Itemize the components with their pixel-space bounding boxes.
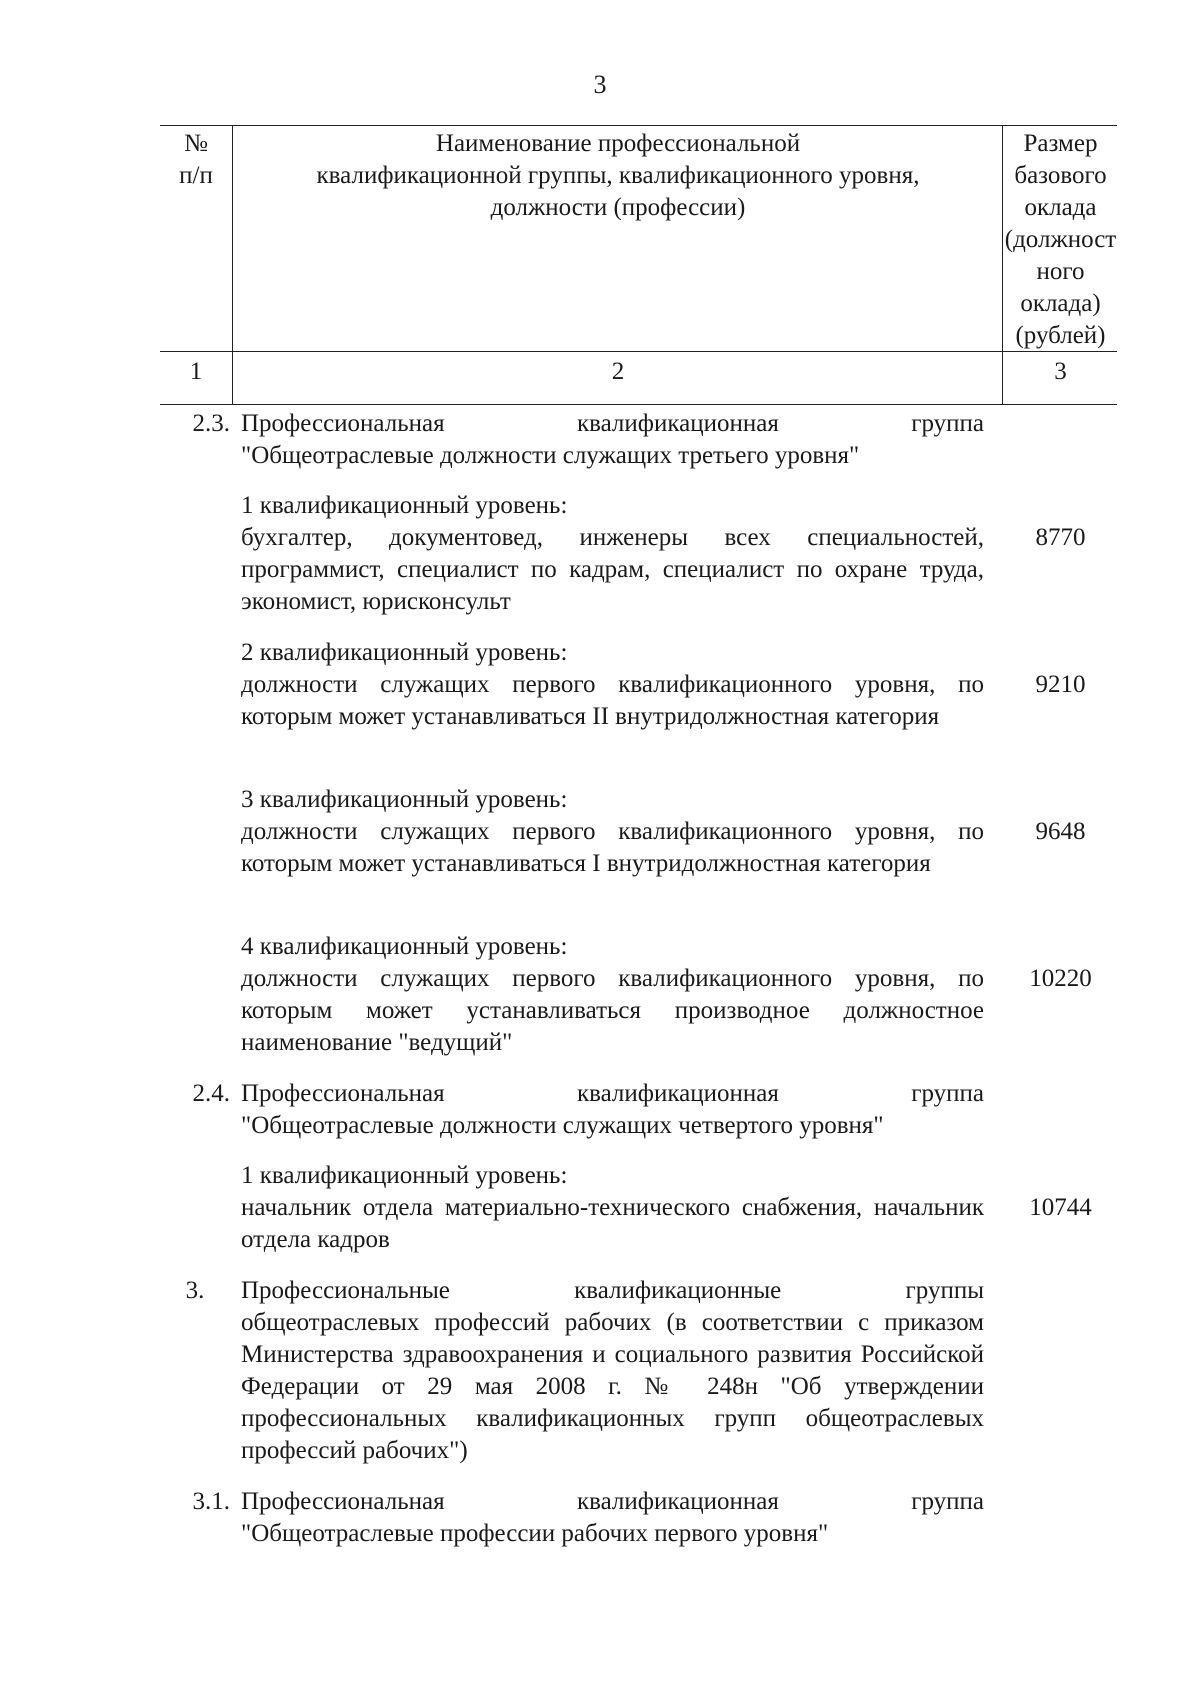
header-text: п/п [179, 162, 213, 189]
level-positions: бухгалтер, документовед, инженеры всех специальностей, программист, специалист по кадрам, специалист по охране труда, экономист, юрисконсульт [241, 524, 984, 615]
group-title [241, 1275, 984, 1467]
header-text: ного [1036, 258, 1085, 285]
level-entry [241, 931, 984, 1059]
header-text: Наименование профессиональной [435, 130, 801, 157]
group-title-line [241, 1078, 984, 1110]
salary-value: 9648 [1035, 818, 1086, 845]
word: квалификационная [576, 1080, 779, 1107]
level-label: 4 квалификационный уровень: [241, 933, 568, 960]
word: группа [911, 1488, 984, 1515]
header-salary-column [1004, 128, 1117, 352]
word: Профессиональные [241, 1277, 450, 1304]
word: Профессиональная [241, 1488, 445, 1515]
header-text: (рублей) [1015, 322, 1106, 349]
column-index-1: 1 [189, 358, 203, 385]
column-index-3: 3 [1054, 358, 1067, 385]
group-title-rest: "Общеотраслевые должности служащих третьего уровня" [241, 442, 860, 469]
salary-value: 9210 [1035, 671, 1086, 698]
level-label: 2 квалификационный уровень: [241, 639, 568, 666]
header-text: оклада) [1020, 290, 1101, 317]
level-entry [241, 1160, 984, 1256]
group-title [241, 1078, 984, 1142]
item-number: 3.1. [192, 1488, 230, 1515]
word: группа [911, 410, 984, 437]
salary-value: 10220 [1029, 965, 1092, 992]
level-positions: должности служащих первого квалификационного уровня, по которым может устанавливаться I внутридолжностная категория [241, 818, 984, 877]
word: квалификационная [576, 410, 779, 437]
item-number: 3. [185, 1277, 205, 1304]
level-label: 1 квалификационный уровень: [241, 1162, 568, 1189]
column-divider [232, 126, 233, 404]
header-text: оклада [1024, 194, 1097, 221]
level-entry [241, 784, 984, 880]
group-title-line [241, 408, 984, 440]
level-entry [241, 637, 984, 733]
level-positions: начальник отдела материально-технического снабжения, начальник отдела кадров [241, 1194, 984, 1253]
salary-value: 10744 [1029, 1194, 1092, 1221]
column-index-2: 2 [611, 358, 625, 385]
group-title-line [241, 1486, 984, 1518]
header-name-column [234, 128, 1002, 224]
item-number: 2.4. [192, 1080, 230, 1107]
group-title [241, 1486, 984, 1550]
word: группа [911, 1080, 984, 1107]
header-text: Размер [1023, 130, 1098, 157]
group-title-rest: "Общеотраслевые должности служащих четвертого уровня" [241, 1112, 884, 1139]
group-title [241, 408, 984, 472]
word: квалификационная [576, 1488, 779, 1515]
level-positions: должности служащих первого квалификационного уровня, по которым может устанавливаться производное должностное наименование "ведущий" [241, 965, 984, 1056]
level-label: 1 квалификационный уровень: [241, 492, 568, 519]
header-text: квалификационной группы, квалификационного уровня, [316, 162, 920, 189]
group-title-rest: "Общеотраслевые профессии рабочих первого уровня" [241, 1520, 829, 1547]
level-positions: должности служащих первого квалификационного уровня, по которым может устанавливаться II внутридолжностная категория [241, 671, 984, 730]
level-label: 3 квалификационный уровень: [241, 786, 568, 813]
group-title-line [241, 1275, 984, 1307]
header-number-column [160, 128, 232, 192]
header-divider [160, 351, 1117, 352]
table-header [160, 125, 1117, 405]
header-text: № [184, 130, 208, 157]
item-number: 2.3. [192, 410, 230, 437]
word: Профессиональная [241, 410, 445, 437]
salary-value: 8770 [1035, 524, 1086, 551]
level-entry [241, 490, 984, 618]
group-title-rest: общеотраслевых профессий рабочих (в соответствии с приказом Министерства здравоохранения и социального развития Российской Федерации от 29 мая 2008 г. № 248н "Об утверждении профессиональных квалификационных групп общеотраслевых профессий рабочих") [241, 1309, 984, 1464]
header-text: должности (профессии) [490, 194, 746, 221]
header-text: (должност [1004, 226, 1117, 253]
column-divider [1002, 126, 1003, 404]
header-text: базового [1014, 162, 1107, 189]
word: группы [905, 1277, 984, 1304]
word: Профессиональная [241, 1080, 445, 1107]
word: квалификационные [574, 1277, 782, 1304]
page-number: 3 [593, 70, 607, 99]
